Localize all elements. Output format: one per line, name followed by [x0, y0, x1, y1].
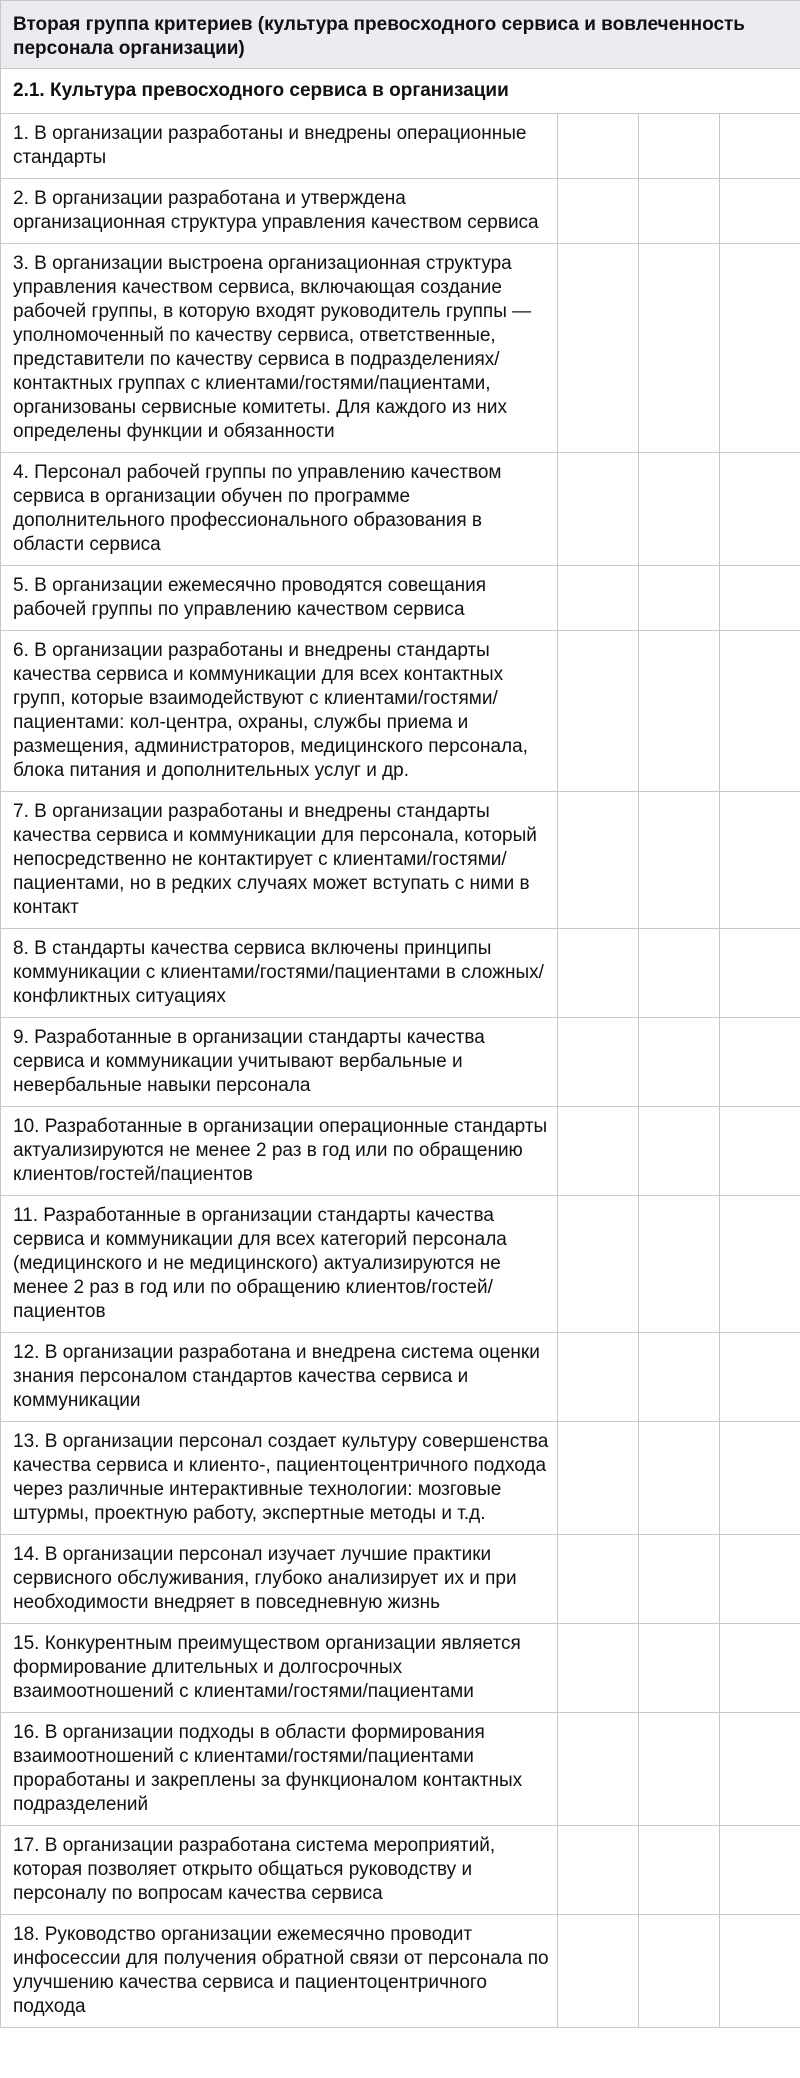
- score-cell[interactable]: [720, 453, 800, 566]
- section-header: 2.1. Культура превосходного сервиса в организации: [1, 69, 800, 114]
- score-cell[interactable]: [639, 453, 720, 566]
- score-cell[interactable]: [558, 1826, 639, 1915]
- score-cell[interactable]: [720, 929, 800, 1018]
- score-cell[interactable]: [558, 792, 639, 929]
- score-cell[interactable]: [639, 1018, 720, 1107]
- score-cell[interactable]: [720, 1713, 800, 1826]
- score-cell[interactable]: [720, 179, 800, 244]
- score-cell[interactable]: [639, 1826, 720, 1915]
- criterion-text: 3. В организации выстроена организационная структура управления качеством сервиса, включающая создание рабочей группы, в которую входят руководитель группы — уполномоченный по качеству сервиса, ответственные, представители по качеству сервиса в подразделениях/контактных группах с клиентами/гостями/пациентами, организованы сервисные комитеты. Для каждого из них определены функции и обязанности: [1, 244, 558, 453]
- score-cell[interactable]: [720, 1422, 800, 1535]
- criterion-text: 4. Персонал рабочей группы по управлению качеством сервиса в организации обучен по программе дополнительного профессионального образования в области сервиса: [1, 453, 558, 566]
- section-header-row: [1, 69, 800, 114]
- criterion-row: [1, 179, 800, 244]
- score-cell[interactable]: [720, 1826, 800, 1915]
- criterion-text: 15. Конкурентным преимуществом организации является формирование длительных и долгосрочных взаимоотношений с клиентами/гостями/пациентами: [1, 1624, 558, 1713]
- score-cell[interactable]: [558, 1624, 639, 1713]
- score-cell[interactable]: [558, 1422, 639, 1535]
- score-cell[interactable]: [558, 1713, 639, 1826]
- criterion-text: 7. В организации разработаны и внедрены стандарты качества сервиса и коммуникации для персонала, который непосредственно не контактирует с клиентами/гостями/пациентами, но в редких случаях может вступать с ними в контакт: [1, 792, 558, 929]
- criterion-row: [1, 244, 800, 453]
- criterion-row: [1, 1422, 800, 1535]
- score-cell[interactable]: [558, 1535, 639, 1624]
- criterion-text: 12. В организации разработана и внедрена система оценки знания персоналом стандартов качества сервиса и коммуникации: [1, 1333, 558, 1422]
- score-cell[interactable]: [558, 929, 639, 1018]
- criterion-text: 17. В организации разработана система мероприятий, которая позволяет открыто общаться руководству и персоналу по вопросам качества сервиса: [1, 1826, 558, 1915]
- score-cell[interactable]: [720, 792, 800, 929]
- criterion-row: [1, 1624, 800, 1713]
- score-cell[interactable]: [558, 453, 639, 566]
- criterion-text: 6. В организации разработаны и внедрены стандарты качества сервиса и коммуникации для всех контактных групп, которые взаимодействуют с клиентами/гостями/пациентами: кол-центра, охраны, службы приема и размещения, администраторов, медицинского персонала, блока питания и дополнительных услуг и др.: [1, 631, 558, 792]
- criterion-row: [1, 1107, 800, 1196]
- criterion-row: [1, 114, 800, 179]
- criterion-text: 8. В стандарты качества сервиса включены принципы коммуникации с клиентами/гостями/пациентами в сложных/конфликтных ситуациях: [1, 929, 558, 1018]
- score-cell[interactable]: [639, 1196, 720, 1333]
- score-cell[interactable]: [639, 566, 720, 631]
- criterion-text: 18. Руководство организации ежемесячно проводит инфосессии для получения обратной связи от персонала по улучшению качества сервиса и пациентоцентричного подхода: [1, 1915, 558, 2028]
- score-cell[interactable]: [639, 1333, 720, 1422]
- score-cell[interactable]: [558, 114, 639, 179]
- score-cell[interactable]: [639, 929, 720, 1018]
- score-cell[interactable]: [720, 1333, 800, 1422]
- score-cell[interactable]: [639, 1535, 720, 1624]
- score-cell[interactable]: [558, 1107, 639, 1196]
- score-cell[interactable]: [720, 1624, 800, 1713]
- score-cell[interactable]: [720, 1196, 800, 1333]
- score-cell[interactable]: [639, 244, 720, 453]
- score-cell[interactable]: [720, 1018, 800, 1107]
- criterion-row: [1, 1535, 800, 1624]
- criterion-text: 10. Разработанные в организации операционные стандарты актуализируются не менее 2 раз в год или по обращению клиентов/гостей/пациентов: [1, 1107, 558, 1196]
- score-cell[interactable]: [639, 1422, 720, 1535]
- score-cell[interactable]: [639, 1713, 720, 1826]
- score-cell[interactable]: [558, 1915, 639, 2028]
- criterion-row: [1, 631, 800, 792]
- criterion-row: [1, 1826, 800, 1915]
- criterion-row: [1, 1018, 800, 1107]
- score-cell[interactable]: [639, 179, 720, 244]
- criterion-text: 2. В организации разработана и утверждена организационная структура управления качеством сервиса: [1, 179, 558, 244]
- criteria-table-body: [1, 1, 800, 2028]
- score-cell[interactable]: [720, 244, 800, 453]
- criterion-text: 11. Разработанные в организации стандарты качества сервиса и коммуникации для всех категорий персонала (медицинского и не медицинского) актуализируются не менее 2 раз в год или по обращению клиентов/гостей/пациентов: [1, 1196, 558, 1333]
- criterion-row: [1, 1915, 800, 2028]
- score-cell[interactable]: [639, 1624, 720, 1713]
- group-header: Вторая группа критериев (культура превосходного сервиса и вовлеченность персонала организации): [1, 1, 800, 69]
- score-cell[interactable]: [558, 244, 639, 453]
- criterion-text: 1. В организации разработаны и внедрены операционные стандарты: [1, 114, 558, 179]
- criterion-text: 13. В организации персонал создает культуру совершенства качества сервиса и клиенто-, пациентоцентричного подхода через различные интерактивные технологии: мозговые штурмы, проектную работу, экспертные методы и т.д.: [1, 1422, 558, 1535]
- criterion-row: [1, 566, 800, 631]
- score-cell[interactable]: [720, 1535, 800, 1624]
- group-header-row: [1, 1, 800, 69]
- score-cell[interactable]: [720, 1107, 800, 1196]
- criterion-row: [1, 1333, 800, 1422]
- criterion-row: [1, 792, 800, 929]
- score-cell[interactable]: [558, 1018, 639, 1107]
- score-cell[interactable]: [558, 631, 639, 792]
- score-cell[interactable]: [639, 792, 720, 929]
- score-cell[interactable]: [720, 631, 800, 792]
- score-cell[interactable]: [639, 1915, 720, 2028]
- score-cell[interactable]: [558, 566, 639, 631]
- score-cell[interactable]: [558, 179, 639, 244]
- score-cell[interactable]: [720, 566, 800, 631]
- criterion-text: 16. В организации подходы в области формирования взаимоотношений с клиентами/гостями/пациентами проработаны и закреплены за функционалом контактных подразделений: [1, 1713, 558, 1826]
- criterion-row: [1, 929, 800, 1018]
- score-cell[interactable]: [720, 1915, 800, 2028]
- criterion-text: 14. В организации персонал изучает лучшие практики сервисного обслуживания, глубоко анализирует их и при необходимости внедряет в повседневную жизнь: [1, 1535, 558, 1624]
- score-cell[interactable]: [558, 1333, 639, 1422]
- criterion-row: [1, 1713, 800, 1826]
- score-cell[interactable]: [639, 631, 720, 792]
- criterion-text: 5. В организации ежемесячно проводятся совещания рабочей группы по управлению качеством сервиса: [1, 566, 558, 631]
- score-cell[interactable]: [639, 1107, 720, 1196]
- score-cell[interactable]: [639, 114, 720, 179]
- score-cell[interactable]: [558, 1196, 639, 1333]
- criterion-text: 9. Разработанные в организации стандарты качества сервиса и коммуникации учитывают вербальные и невербальные навыки персонала: [1, 1018, 558, 1107]
- score-cell[interactable]: [720, 114, 800, 179]
- criterion-row: [1, 453, 800, 566]
- criterion-row: [1, 1196, 800, 1333]
